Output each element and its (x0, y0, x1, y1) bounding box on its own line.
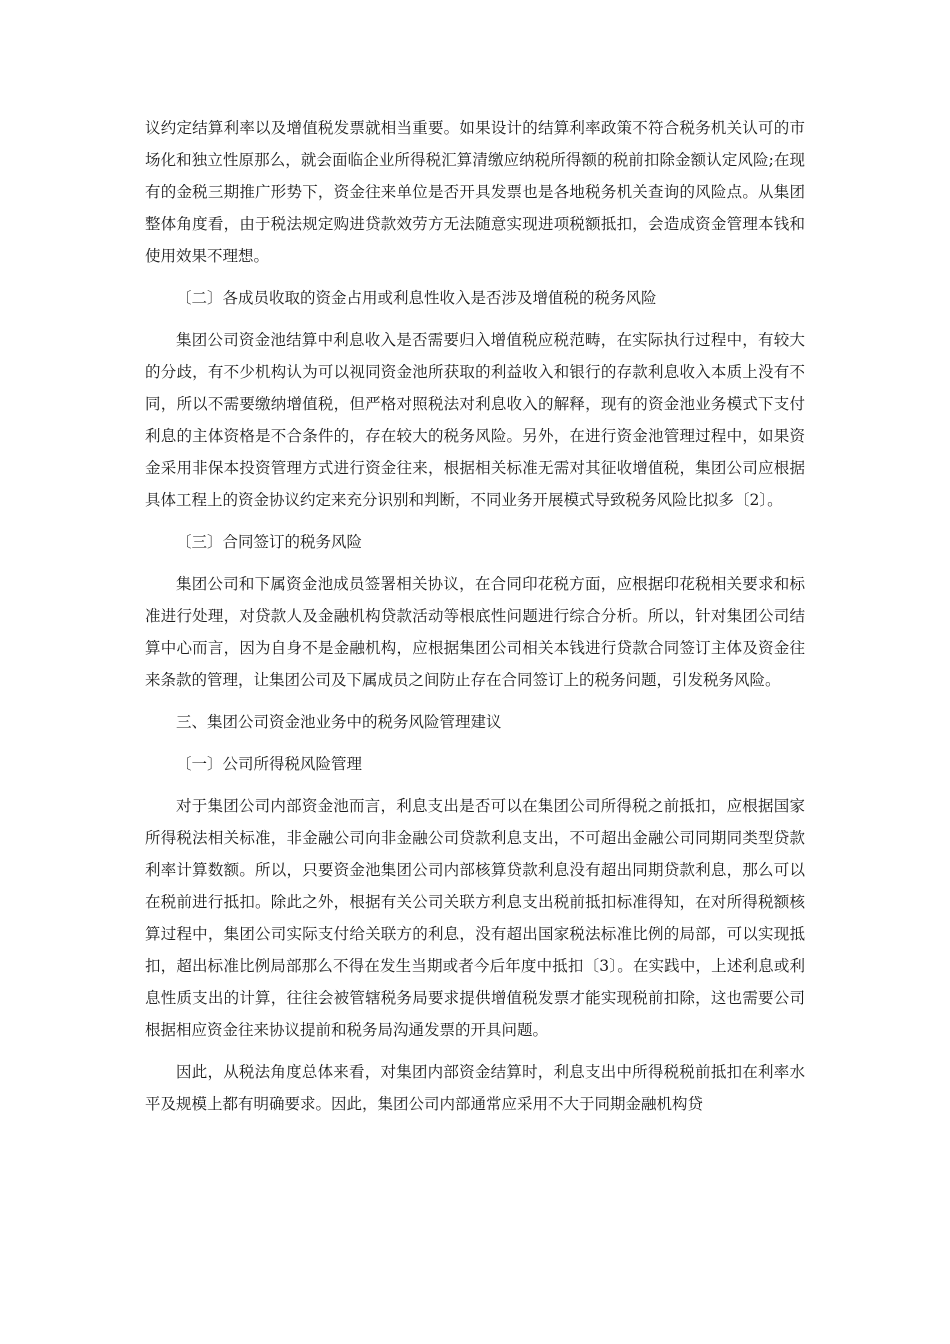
section-heading-3: 〔三〕合同签订的税务风险 (176, 533, 363, 551)
paragraph-continuation: 议约定结算利率以及增值税发票就相当重要。如果设计的结算利率政策不符合税务机关认可的市场化和独立性原那么，就会面临企业所得税汇算清缴应纳税所得额的税前扣除金额认定风险;在现有的金税三期推广形势下，资金往来单位是否开具发票也是各地税务机关查询的风险点。从集团整体角度看，由于税法规定购进贷款效劳方无法随意实现进项税额抵扣，会造成资金管理本钱和使用效果不理想。 (145, 119, 805, 265)
chapter-heading-3: 三、集团公司资金池业务中的税务风险管理建议 (176, 713, 502, 731)
section-heading-1: 〔一〕公司所得税风险管理 (176, 755, 363, 773)
paragraph-contract: 集团公司和下属资金池成员签署相关协议，在合同印花税方面，应根据印花税相关要求和标准进行处理，对贷款人及金融机构贷款活动等根底性问题进行综合分析。所以，针对集团公司结算中心而言，因为自身不是金融机构，应根据集团公司相关本钱进行贷款合同签订主体及资金往来条款的管理，让集团公司及下属成员之间防止存在合同签订上的税务问题，引发税务风险。 (145, 575, 805, 689)
paragraph-interest-income: 集团公司资金池结算中利息收入是否需要归入增值税应税范畴，在实际执行过程中，有较大的分歧，有不少机构认为可以视同资金池所获取的利益收入和银行的存款利息收入本质上没有不同，所以不需要缴纳增值税，但严格对照税法对利息收入的解释，现有的资金池业务模式下支付利息的主体资格是不合条件的，存在较大的税务风险。另外，在进行资金池管理过程中，如果资金采用非保本投资管理方式进行资金往来，根据相关标准无需对其征收增值税，集团公司应根据具体工程上的资金协议约定来充分识别和判断，不同业务开展模式导致税务风险比拟多〔2〕。 (145, 331, 805, 509)
section-heading-2: 〔二〕各成员收取的资金占用或利息性收入是否涉及增值税的税务风险 (176, 289, 657, 307)
paragraph-conclusion: 因此，从税法角度总体来看，对集团内部资金结算时，利息支出中所得税税前抵扣在利率水平及规模上都有明确要求。因此，集团公司内部通常应采用不大于同期金融机构贷 (145, 1063, 805, 1113)
paragraph-income-tax: 对于集团公司内部资金池而言，利息支出是否可以在集团公司所得税之前抵扣，应根据国家所得税法相关标准，非金融公司向非金融公司贷款利息支出，不可超出金融公司同期同类型贷款利率计算数额。所以，只要资金池集团公司内部核算贷款利息没有超出同期贷款利息，那么可以在税前进行抵扣。除此之外，根据有关公司关联方利息支出税前抵扣标准得知，在对所得税额核算过程中，集团公司实际支付给关联方的利息，没有超出国家税法标准比例的局部，可以实现抵扣，超出标准比例局部那么不得在发生当期或者今后年度中抵扣〔3〕。在实践中，上述利息或利息性质支出的计算，往往会被管辖税务局要求提供增值税发票才能实现税前扣除，这也需要公司根据相应资金往来协议提前和税务局沟通发票的开具问题。 (145, 797, 805, 1039)
document-body (145, 112, 805, 1130)
